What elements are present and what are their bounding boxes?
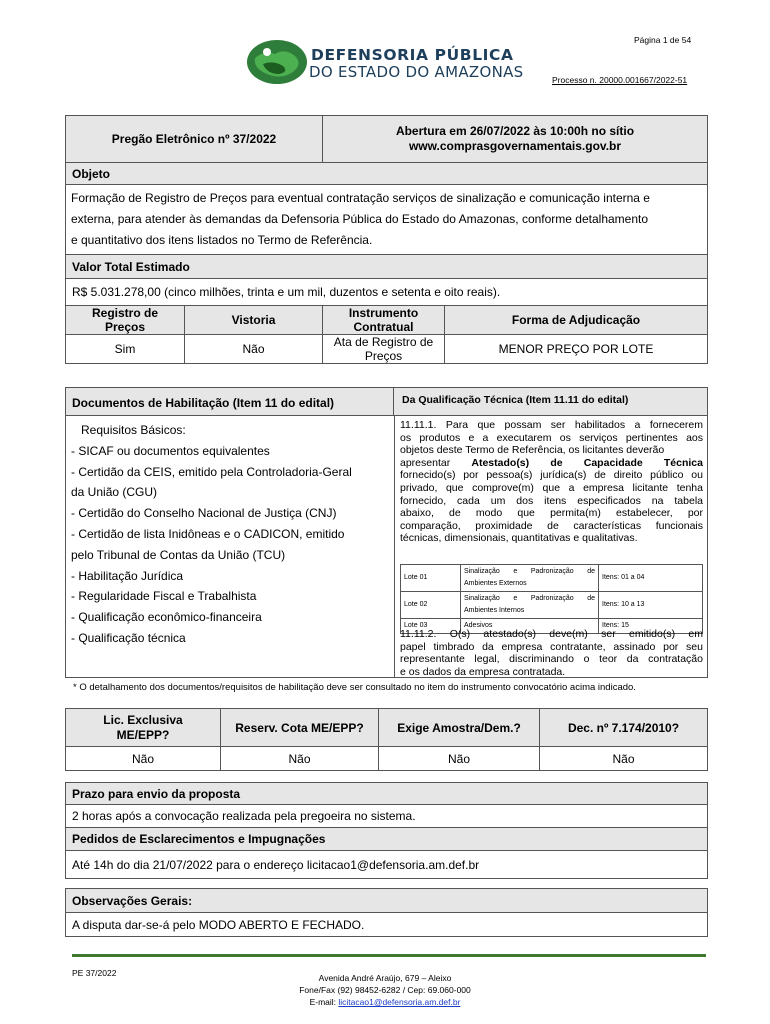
decreto-value: Não	[540, 747, 708, 771]
requisito-item: pelo Tribunal de Contas da União (TCU)	[71, 547, 286, 562]
org-logo	[245, 38, 309, 86]
qualificacao-para2-line: 11.11.2. O(s) atestado(s) deve(m) ser emitido(s) em	[400, 628, 703, 640]
qualificacao-line: os produtos e a executarem os serviços pertinentes aos	[400, 431, 703, 444]
processo-number: Processo n. 20000.001667/2022-51	[552, 75, 688, 85]
exige-amostra-value: Não	[379, 747, 540, 771]
me-epp-table	[65, 708, 708, 771]
pregao-cell: Pregão Eletrônico nº 37/2022	[66, 116, 323, 163]
lic-exclusiva-header: Lic. Exclusiva ME/EPP?	[66, 709, 221, 747]
top-info-table	[65, 115, 708, 364]
adjudicacao-value: MENOR PREÇO POR LOTE	[445, 335, 708, 364]
prazo-label: Prazo para envio da proposta	[66, 783, 708, 805]
vistoria-value: Não	[185, 335, 323, 364]
reserv-cota-value: Não	[221, 747, 379, 771]
qualificacao-line: privado, que comprove(m) que a empresa licitante tenha	[400, 481, 703, 494]
lote-desc: Sinalização e Padronização de Ambientes Externos	[461, 565, 599, 592]
qualificacao-para2	[400, 628, 703, 678]
qualificacao-para2-line: papel timbrado da empresa contratante, assinado por seu	[400, 640, 703, 653]
objeto-text: Formação de Registro de Preços para eventual contratação serviços de sinalização e comunicação interna e externa, para atender às demandas da Defensoria Pública do Estado do Amazonas, conforme detalhamento e quantitativo dos itens listados no Termo de Referência.	[66, 185, 708, 255]
registro-header: Registro de Preços	[66, 306, 185, 335]
requisitos-label: Requisitos Básicos:	[81, 423, 186, 437]
registro-value: Sim	[66, 335, 185, 364]
lote-name: Lote 02	[401, 592, 461, 619]
valor-text: R$ 5.031.278,00 (cinco milhões, trinta e um mil, duzentos e setenta e oito reais).	[66, 279, 708, 306]
lote-itens: Itens: 01 a 04	[599, 565, 703, 592]
footer-email-link[interactable]: licitacao1@defensoria.am.def.br	[338, 997, 461, 1007]
abertura-cell: Abertura em 26/07/2022 às 10:00h no sítio www.comprasgovernamentais.gov.br	[323, 116, 708, 163]
qualificacao-title: Da Qualificação Técnica (Item 11.11 do edital)	[394, 388, 707, 416]
vistoria-header: Vistoria	[185, 306, 323, 335]
pedidos-label: Pedidos de Esclarecimentos e Impugnações	[66, 828, 708, 851]
lote-name: Lote 01	[401, 565, 461, 592]
qualificacao-line: objetos deste Termo de Referência, os licitantes deverão	[400, 444, 665, 457]
lote-row	[401, 565, 703, 592]
observacoes-text: A disputa dar-se-á pelo MODO ABERTO E FECHADO.	[66, 913, 708, 937]
requisito-item: - Certidão da CEIS, emitido pela Controladoria-Geral	[71, 464, 352, 479]
requisito-item: - SICAF ou documentos equivalentes	[71, 443, 270, 458]
amazonas-map-icon	[245, 38, 309, 86]
qualificacao-para2-line: representante legal, discriminando o teor da contratação	[400, 653, 703, 666]
lotes-table	[400, 564, 703, 634]
lote-itens: Itens: 10 a 13	[599, 592, 703, 619]
requisito-item: - Certidão do Conselho Nacional de Justiça (CNJ)	[71, 506, 337, 521]
lote-desc: Adesivos	[461, 619, 599, 634]
instrumento-header: Instrumento Contratual	[323, 306, 445, 335]
adjudicacao-header: Forma de Adjudicação	[445, 306, 708, 335]
requisito-item: - Regularidade Fiscal e Trabalhista	[71, 589, 257, 604]
lote-desc: Sinalização e Padronização de Ambientes Internos	[461, 592, 599, 619]
lote-row	[401, 592, 703, 619]
qualificacao-line: técnicas, dimensionais, quantitativas e qualitativas.	[400, 532, 638, 545]
org-name-line2: DO ESTADO DO AMAZONAS	[309, 63, 524, 81]
lote-name: Lote 03	[401, 619, 461, 634]
qualificacao-line: fornecido(s) por pessoa(s) jurídica(s) de direito público ou	[400, 469, 703, 482]
requisito-item: - Qualificação econômico-financeira	[71, 610, 262, 625]
prazo-text: 2 horas após a convocação realizada pela pregoeira no sistema.	[66, 805, 708, 828]
decreto-header: Dec. nº 7.174/2010?	[540, 709, 708, 747]
qualificacao-para2-line: e os dados da empresa contratada.	[400, 665, 566, 678]
prazo-table	[65, 782, 708, 879]
footer-pe: PE 37/2022	[72, 968, 117, 978]
requisito-item: da União (CGU)	[71, 485, 158, 500]
observacoes-label: Observações Gerais:	[66, 889, 708, 913]
lic-exclusiva-value: Não	[66, 747, 221, 771]
exige-amostra-header: Exige Amostra/Dem.?	[379, 709, 540, 747]
footer-email: E-mail: licitacao1@defensoria.am.def.br	[309, 997, 461, 1007]
atestado-line: apresentar Atestado(s) de Capacidade Técnica	[400, 456, 703, 469]
requisito-item: - Certidão de lista Inidôneas e o CADICON, emitido	[71, 526, 345, 541]
observacoes-table	[65, 888, 708, 937]
page-number: Página 1 de 54	[634, 35, 692, 45]
reserv-cota-header: Reserv. Cota ME/EPP?	[221, 709, 379, 747]
habilitacao-title: Documentos de Habilitação (Item 11 do edital)	[66, 388, 394, 416]
valor-label: Valor Total Estimado	[66, 255, 708, 279]
org-name-line1: DEFENSORIA PÚBLICA	[311, 46, 514, 64]
pedidos-text: Até 14h do dia 21/07/2022 para o endereço licitacao1@defensoria.am.def.br	[66, 851, 708, 879]
lote-itens: Itens: 15	[599, 619, 703, 634]
objeto-label: Objeto	[66, 163, 708, 185]
footnote: * O detalhamento dos documentos/requisitos de habilitação deve ser consultado no item do instrumento convocatório acima indicado.	[73, 682, 636, 693]
requisito-item: - Habilitação Jurídica	[71, 568, 184, 583]
habilitacao-block	[65, 387, 708, 678]
footer-address: Avenida André Araújo, 679 – Aleixo	[318, 973, 452, 983]
qualificacao-text	[400, 419, 703, 545]
instrumento-value: Ata de Registro de Preços	[323, 335, 445, 364]
requisito-item: - Qualificação técnica	[71, 630, 186, 645]
footer-phone: Fone/Fax (92) 98452-6282 / Cep: 69.060-000	[299, 985, 471, 995]
qualificacao-line: comparação, proximidade de características funcionais	[400, 519, 703, 532]
requisitos-list	[71, 420, 389, 649]
footer-divider	[72, 954, 706, 957]
qualificacao-line: fornecido, cada um dos itens especificados na tabela	[400, 494, 703, 507]
qualificacao-line: abaixo, de modo que permita(m) estabelecer, por	[400, 507, 703, 520]
qualificacao-line: 11.11.1. Para que possam ser habilitados a fornecerem	[400, 419, 703, 431]
